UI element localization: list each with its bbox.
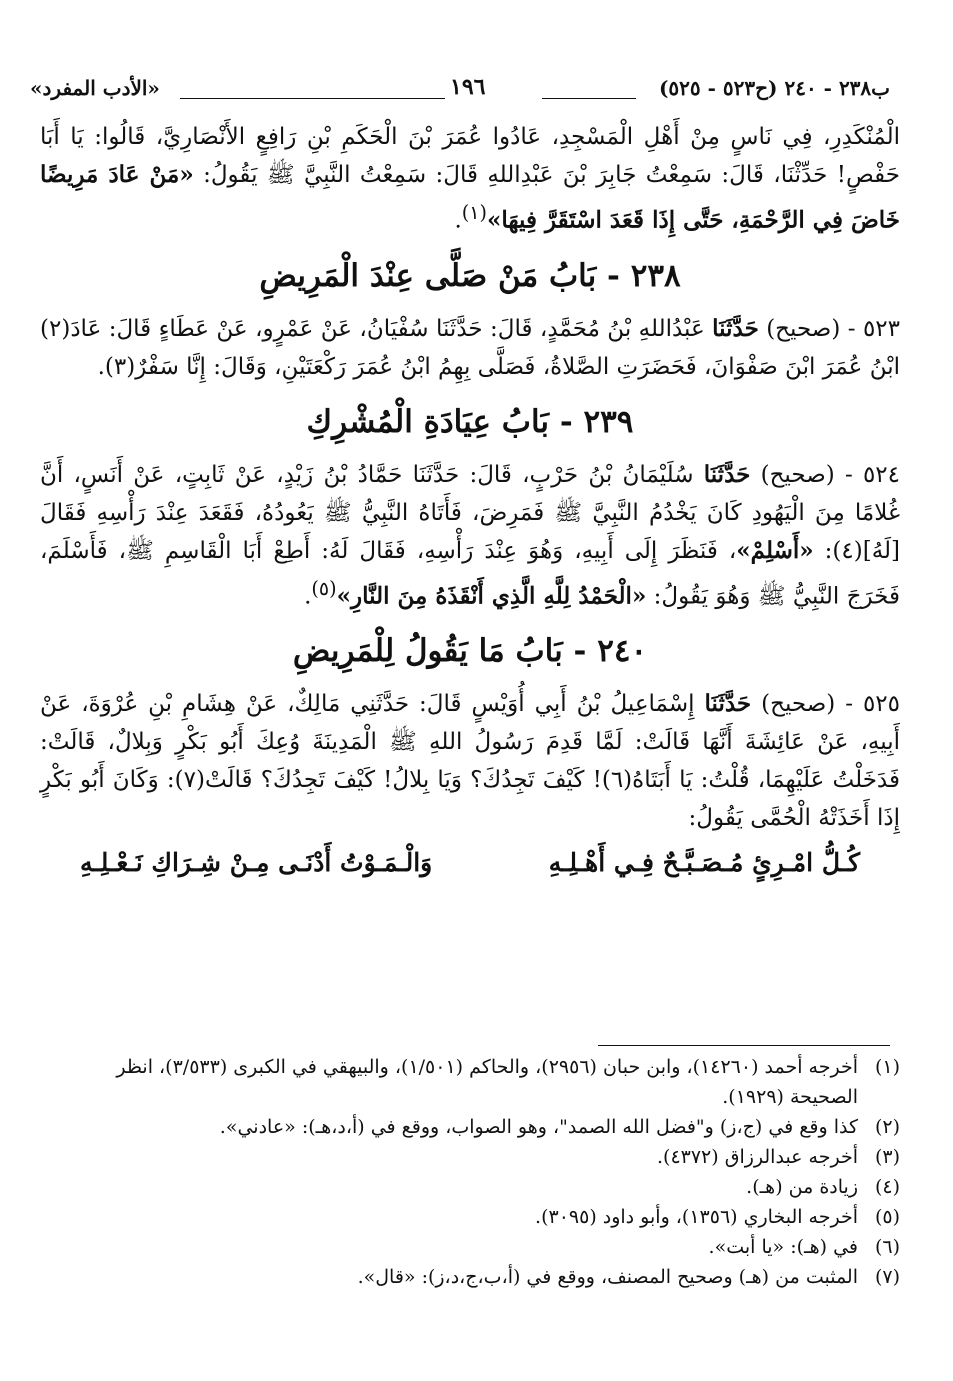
intro-line-2: يَا أَبَا حَفْصٍ! حَدِّثْنَا، قَالَ: سَمِعْتُ جَابِرَ بْنَ عَبْدِاللهِ قَالَ: سَمِعْتُ النَّبِيَّ ﷺ يَقُولُ: bbox=[40, 124, 900, 188]
hadith-523-number: ٥٢٣ - (صحيح) bbox=[766, 315, 900, 342]
hadith-523 bbox=[40, 310, 900, 386]
intro-hadith-quote: «مَنْ عَادَ مَرِيضًا خَاضَ فِي الرَّحْمَةِ، حَتَّى إِذَا قَعَدَ اسْتَقَرَّ فِيهَا» bbox=[40, 161, 900, 234]
poetry-verse bbox=[40, 837, 900, 883]
footnote-number: (٧) bbox=[874, 1266, 900, 1288]
footnote-ref-5: (٥) bbox=[311, 576, 337, 600]
footnote-6 bbox=[60, 1232, 900, 1262]
footnote-ref-1: (١) bbox=[461, 201, 488, 224]
intro-line-1: الْمُنْكَدِرِ، فِي نَاسٍ مِنْ أَهْلِ الْمَسْجِدِ، عَادُوا عُمَرَ بْنَ الْحَكَمِ بْنِ رَافِعٍ الأَنْصَارِيَّ، قَالُوا: bbox=[94, 124, 900, 150]
footnote-7 bbox=[60, 1262, 900, 1292]
hadith-525 bbox=[40, 685, 900, 837]
intro-paragraph: الْمُنْكَدِرِ، فِي نَاسٍ مِنْ أَهْلِ الْمَسْجِدِ، عَادُوا عُمَرَ بْنَ الْحَكَمِ بْنِ رَافِعٍ الأَنْصَارِيَّ، قَالُوا: يَا أَبَا حَفْصٍ! حَدِّثْنَا، قَالَ: سَمِعْتُ جَابِرَ بْنَ عَبْدِاللهِ قَالَ: سَمِعْتُ النَّبِيَّ ﷺ يَقُولُ: «مَنْ عَادَ مَرِيضًا خَاضَ فِي الرَّحْمَةِ، حَتَّى إِذَا قَعَدَ اسْتَقَرَّ فِيهَا»$^{(١)}$. bbox=[40, 124, 900, 234]
footnote-text: زيادة من (هـ). bbox=[746, 1176, 858, 1198]
running-header bbox=[30, 70, 890, 110]
chapter-title-240: ٢٤٠ - بَابُ مَا يَقُولُ لِلْمَرِيضِ bbox=[292, 633, 648, 670]
hadith-523-haddathana: حَدَّثَنَا bbox=[712, 314, 759, 342]
footnote-number: (٦) bbox=[874, 1236, 900, 1258]
footnote-1 bbox=[60, 1052, 900, 1112]
hadith-524-quote-a: «أَسْلِمْ» bbox=[736, 536, 814, 564]
hadith-524: ٥٢٤ - (صحيح) حَدَّثَنَا سُلَيْمَانُ بْنُ حَرْبٍ، قَالَ: حَدَّثَنَا حَمَّادُ بْنُ زَيْدٍ، عَنْ ثَابِتٍ، عَنْ أَنَسٍ، أَنَّ غُلامًا مِنَ الْيَهُودِ كَانَ يَخْدُمُ النَّبِيَّ ﷺ فَمَرِضَ، فَأَتَاهُ النَّبِيُّ ﷺ يَعُودُهُ، فَقَعَدَ عِنْدَ رَأْسِهِ فَقَالَ [لَهُ](٤): «أَسْلِمْ»، فَنَظَرَ إِلَى أَبِيهِ، وَهُوَ عِنْدَ رَأْسِهِ، فَقَالَ لَهُ: أَطِعْ أَبَا الْقَاسِمِ ﷺ، فَأَسْلَمَ، فَخَرَجَ النَّبِيُّ ﷺ وَهُوَ يَقُولُ: «الْحَمْدُ لِلَّهِ الَّذِي أَنْقَذَهُ مِنَ النَّارِ»$^{(٥)}$. bbox=[40, 460, 901, 610]
main-text bbox=[40, 118, 900, 883]
footnote-3 bbox=[60, 1142, 900, 1172]
hadith-524-number: ٥٢٤ - (صحيح) bbox=[760, 461, 901, 488]
footnote-text: المثبت من (هـ) وصحيح المصنف، ووقع في (أ،ب،ج،د،ز): «قال». bbox=[357, 1266, 858, 1288]
footnote-number: (٥) bbox=[874, 1206, 900, 1228]
hadith-524-text-a: سُلَيْمَانُ بْنُ حَرْبٍ، قَالَ: حَدَّثَنَا حَمَّادُ بْنُ زَيْدٍ، عَنْ ثَابِتٍ، عَنْ أَنَسٍ، أَنَّ غُلامًا مِنَ الْيَهُودِ كَانَ يَخْدُمُ النَّبِيَّ ﷺ فَمَرِضَ، فَأَتَاهُ النَّبِيُّ ﷺ يَعُودُهُ، فَقَعَدَ عِنْدَ رَأْسِهِ فَقَالَ [لَهُ](٤): bbox=[40, 461, 901, 564]
footnote-4 bbox=[60, 1172, 900, 1202]
page-number: ١٩٦ bbox=[450, 74, 486, 100]
footnote-text: في (هـ): «يا أبت». bbox=[708, 1236, 858, 1258]
hadith-525-text: إِسْمَاعِيلُ بْنُ أَبِي أُوَيْسٍ قَالَ: حَدَّثَنِي مَالِكٌ، عَنْ هِشَامِ بْنِ عُرْوَةَ، عَنْ أَبِيهِ، عَنْ عَائِشَةَ أَنَّهَا قَالَتْ: لَمَّا قَدِمَ رَسُولُ اللهِ ﷺ الْمَدِينَةَ وُعِكَ أَبُو بَكْرٍ وَبِلالٌ، قَالَتْ: فَدَخَلْتُ عَلَيْهِمَا، قُلْتُ: يَا أَبَتَاهُ(٦)! كَيْفَ تَجِدُكَ؟ وَيَا بِلالُ! كَيْفَ تَجِدُكَ؟ قَالَتْ(٧): وَكَانَ أَبُو بَكْرٍ إِذَا أَخَذَتْهُ الْحُمَّى يَقُولُ: bbox=[40, 691, 900, 832]
footnote-text: كذا وقع في (ج،ز) و"فضل الله الصمد"، وهو الصواب، ووقع في (أ،د،هـ): «عادني». bbox=[219, 1116, 858, 1138]
header-rule-right bbox=[542, 98, 636, 99]
chapter-title-238: ٢٣٨ - بَابُ مَنْ صَلَّى عِنْدَ الْمَرِيضِ bbox=[259, 257, 681, 294]
footnotes bbox=[60, 1052, 900, 1292]
footnote-5 bbox=[60, 1202, 900, 1232]
footnote-number: (٢) bbox=[874, 1116, 900, 1138]
footnote-text: أخرجه أحمد (١٤٢٦٠)، وابن حبان (٢٩٥٦)، والحاكم (١/٥٠١)، والبيهقي في الكبرى (٣/٥٣٣)، انظر الصحيحة (١٩٢٩). bbox=[116, 1056, 858, 1108]
hadith-523-text: عَبْدُاللهِ بْنُ مُحَمَّدٍ، قَالَ: حَدَّثَنَا سُفْيَانُ، عَنْ عَمْرٍو، عَنْ عَطَاءٍ قَالَ: عَادَ(٢) ابْنُ عُمَرَ ابْنَ صَفْوَانَ، فَحَضَرَتِ الصَّلاةُ، فَصَلَّى بِهِمُ ابْنُ عُمَرَ رَكْعَتَيْنِ، وَقَالَ: إِنَّا سَفْرٌ(٣). bbox=[40, 315, 900, 380]
footnote-text: أخرجه البخاري (١٣٥٦)، وأبو داود (٣٠٩٥). bbox=[535, 1206, 858, 1228]
footnote-number: (١) bbox=[874, 1056, 900, 1078]
hadith-525-haddathana: حَدَّثَنَا bbox=[704, 690, 752, 718]
chapter-title-239: ٢٣٩ - بَابُ عِيَادَةِ الْمُشْرِكِ bbox=[306, 403, 634, 440]
hadith-524-text-b: ، فَنَظَرَ إِلَى أَبِيهِ، وَهُوَ عِنْدَ رَأْسِهِ، فَقَالَ لَهُ: أَطِعْ أَبَا الْقَاسِمِ ﷺ، فَأَسْلَمَ، فَخَرَجَ النَّبِيُّ ﷺ وَهُوَ يَقُولُ: bbox=[40, 537, 900, 610]
footnote-2 bbox=[60, 1112, 900, 1142]
hadith-524-haddathana: حَدَّثَنَا bbox=[703, 460, 751, 488]
hadith-524-quote-b: «الْحَمْدُ لِلَّهِ الَّذِي أَنْقَذَهُ مِنَ النَّارِ» bbox=[336, 582, 647, 610]
footnote-rule bbox=[598, 1045, 890, 1046]
verse-second-hemistich: وَالْـمَـوْتُ أَدْنَـى مِـنْ شِـرَاكِ نَـعْـلِـهِ bbox=[80, 848, 433, 878]
header-rule-left bbox=[180, 98, 445, 99]
header-book-title: «الأدب المفرد» bbox=[30, 76, 160, 100]
footnote-number: (٣) bbox=[874, 1146, 900, 1168]
verse-first-hemistich: كُـلُّ امْـرِئٍ مُـصَـبَّـحٌ فِـي أَهْـلِـهِ bbox=[548, 848, 860, 878]
footnote-number: (٤) bbox=[874, 1176, 900, 1198]
footnote-text: أخرجه عبدالرزاق (٤٣٧٢). bbox=[656, 1146, 858, 1168]
hadith-525-number: ٥٢٥ - (صحيح) bbox=[761, 691, 901, 718]
header-range: ب٢٣٨ - ٢٤٠ (ح٥٢٣ - ٥٢٥) bbox=[658, 76, 890, 100]
